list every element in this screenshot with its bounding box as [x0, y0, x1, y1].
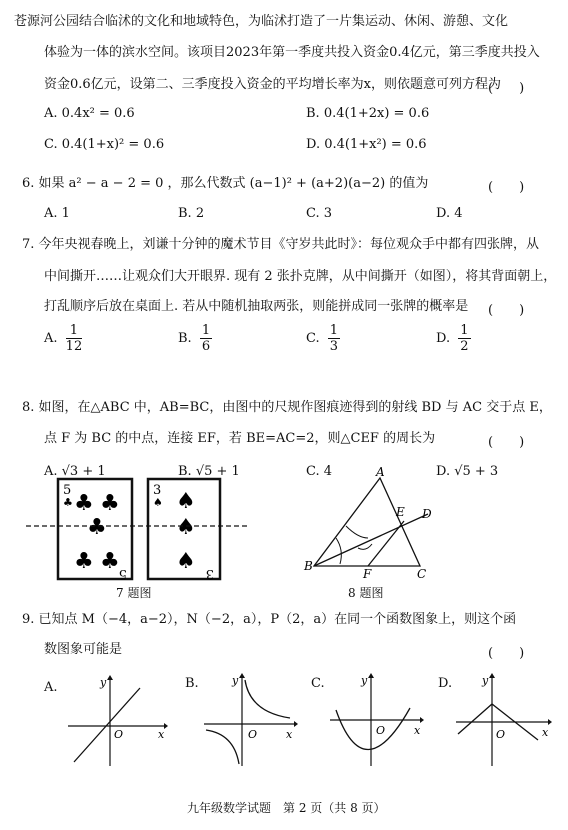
q6-option-d: D. 4	[436, 206, 463, 221]
figure-7-caption: 7 题图	[116, 586, 152, 600]
q8-option-c: C. 4	[306, 464, 333, 479]
club-icon: ♣	[100, 549, 120, 574]
q7-option-d-letter: D.	[436, 331, 451, 346]
q6-answer-bracket: ( )	[488, 180, 525, 195]
segment-ef	[368, 521, 404, 566]
q7-option-d-fraction	[458, 323, 470, 354]
q8-line-2: 点 F 为 BC 的中点，连接 EF，若 BE=AC=2，则△CEF 的周长为	[44, 431, 436, 446]
spade-icon: ♠	[176, 489, 196, 514]
card2-rank-bottom: 3	[205, 566, 214, 581]
q8-option-a: A. √3 + 1	[44, 464, 106, 479]
graph-d	[452, 672, 556, 770]
arc-mark-1	[336, 538, 341, 564]
x-axis-arrow-icon	[294, 721, 298, 727]
curve-branch-1	[245, 680, 290, 718]
q5-line-2: 体验为一体的滨水空间。该项目2023年第一季度共投入资金0.4亿元，第三季度共投入	[44, 45, 540, 60]
point-f-label: F	[363, 567, 372, 581]
q5-line-1: 苍源河公园结合临沭的文化和地域特色，为临沭打造了一片集运动、休闲、游憩、文化	[14, 14, 509, 29]
q7-option-b	[178, 323, 212, 354]
q7-line-1: 7. 今年央视春晚上，刘谦十分钟的魔术节目《守岁共此时》：每位观众手中都有四张牌，从	[22, 237, 540, 252]
y-axis-arrow-icon	[368, 673, 374, 678]
q5-option-d: D. 0.4(1+x²) = 0.6	[306, 137, 427, 152]
q8-line-1: 8. 如图，在△ABC 中，AB=BC，由图中的尺规作图痕迹得到的射线 BD 与 AC 交于点 E，	[22, 400, 552, 415]
q7-option-a-fraction	[66, 323, 83, 354]
y-axis-arrow-icon	[489, 673, 495, 678]
q7-option-a-letter: A.	[44, 331, 58, 346]
q7-option-d	[436, 323, 471, 354]
q6-option-b: B. 2	[178, 206, 205, 221]
card1-rank-top: 5	[63, 483, 72, 498]
club-icon: ♣	[87, 515, 107, 540]
figure-8-triangle	[300, 466, 450, 584]
curve-branch-2	[206, 730, 239, 764]
ray-bd	[314, 514, 428, 566]
q9-line-1: 9. 已知点 M（−4，a−2），N（−2，a），P（2，a）在同一个函数图象上，则这个函	[22, 612, 517, 627]
q8-answer-bracket: ( )	[488, 435, 525, 450]
card1-corner-suit: ♣	[63, 496, 73, 509]
q5-line-3: 资金0.6亿元，设第二、三季度投入资金的平均增长率为x，则依题意可列方程为	[44, 77, 502, 92]
y-axis-arrow-icon	[107, 675, 113, 680]
y-label: y	[232, 674, 239, 687]
x-label: x	[286, 728, 293, 741]
q6-stem: 6. 如果 a² − a − 2 = 0 ，那么代数式 (a−1)² + (a+2)(a−2) 的值为	[22, 176, 429, 191]
x-axis-arrow-icon	[548, 719, 552, 725]
q9-option-a-label: A.	[44, 680, 58, 695]
q7-line-3: 打乱顺序后放在桌面上. 若从中随机抽取两张，则能拼成同一张牌的概率是	[44, 299, 469, 314]
q7-line-2: 中间撕开……让观众们大开眼界. 现有 2 张扑克牌，从中间撕开（如图），将其背面朝上，	[44, 269, 557, 284]
q7-option-c-denominator: 3	[329, 339, 339, 354]
q7-option-b-fraction	[200, 323, 212, 354]
curve	[336, 708, 410, 750]
origin-label: O	[496, 728, 506, 741]
q9-option-b-label: B.	[185, 676, 199, 691]
figure-8-caption: 8 题图	[348, 586, 384, 600]
x-label: x	[542, 726, 549, 739]
y-label: y	[361, 674, 368, 687]
q8-option-d: D. √5 + 3	[436, 464, 499, 479]
spade-icon: ♠	[176, 515, 196, 540]
spade-icon: ♠	[176, 549, 196, 574]
arc-mark-2	[346, 526, 368, 538]
q7-option-c-letter: C.	[306, 331, 320, 346]
q7-option-a-denominator: 12	[65, 339, 83, 354]
page-footer: 九年级数学试题 第 2 页（共 8 页）	[187, 801, 386, 815]
q7-option-a-numerator: 1	[66, 323, 83, 339]
y-axis-arrow-icon	[239, 673, 245, 678]
club-icon: ♣	[100, 491, 120, 516]
q5-option-a: A. 0.4x² = 0.6	[44, 106, 135, 121]
q9-answer-bracket: ( )	[488, 646, 525, 661]
q5-answer-bracket: ( )	[488, 81, 525, 96]
q5-option-c: C. 0.4(1+x)² = 0.6	[44, 137, 165, 152]
q7-option-b-denominator: 6	[201, 339, 211, 354]
q9-option-d-label: D.	[438, 676, 453, 691]
y-label: y	[100, 676, 107, 689]
club-icon: ♣	[74, 491, 94, 516]
curve	[74, 688, 140, 762]
graph-a	[60, 674, 168, 770]
card1-rank-bottom: 5	[118, 566, 127, 581]
graph-b	[200, 672, 300, 770]
q7-option-b-letter: B.	[178, 331, 192, 346]
card2-corner-suit: ♠	[153, 496, 163, 509]
q6-option-a: A. 1	[44, 206, 70, 221]
point-c-label: C	[417, 567, 427, 581]
point-d-label: D	[422, 507, 432, 521]
origin-label: O	[114, 728, 124, 741]
x-axis-arrow-icon	[164, 723, 168, 729]
q5-option-b: B. 0.4(1+2x) = 0.6	[306, 106, 430, 121]
triangle-abc	[314, 478, 420, 566]
q7-option-c-fraction	[328, 323, 340, 354]
q7-option-c-numerator: 1	[329, 323, 339, 338]
graph-c	[326, 672, 426, 770]
q7-answer-bracket: ( )	[488, 303, 525, 318]
q6-option-c: C. 3	[306, 206, 333, 221]
q9-option-c-label: C.	[311, 676, 325, 691]
point-b-label: B	[304, 559, 313, 573]
q7-option-c	[306, 323, 340, 354]
origin-label: O	[248, 728, 258, 741]
y-label: y	[482, 674, 489, 687]
x-label: x	[414, 724, 421, 737]
q9-line-2: 数图象可能是	[44, 642, 123, 657]
x-label: x	[158, 728, 165, 741]
q7-option-d-numerator: 1	[460, 323, 469, 338]
origin-label: O	[376, 724, 386, 737]
x-axis-arrow-icon	[420, 717, 424, 723]
q7-option-d-denominator: 2	[460, 339, 469, 354]
point-a-label: A	[376, 466, 385, 479]
card2-rank-top: 3	[153, 483, 162, 498]
club-icon: ♣	[74, 549, 94, 574]
q7-option-b-numerator: 1	[201, 323, 211, 338]
q7-option-a	[44, 323, 82, 354]
figure-7-cards	[18, 472, 258, 600]
q8-option-b: B. √5 + 1	[178, 464, 240, 479]
point-e-label: E	[396, 505, 405, 519]
